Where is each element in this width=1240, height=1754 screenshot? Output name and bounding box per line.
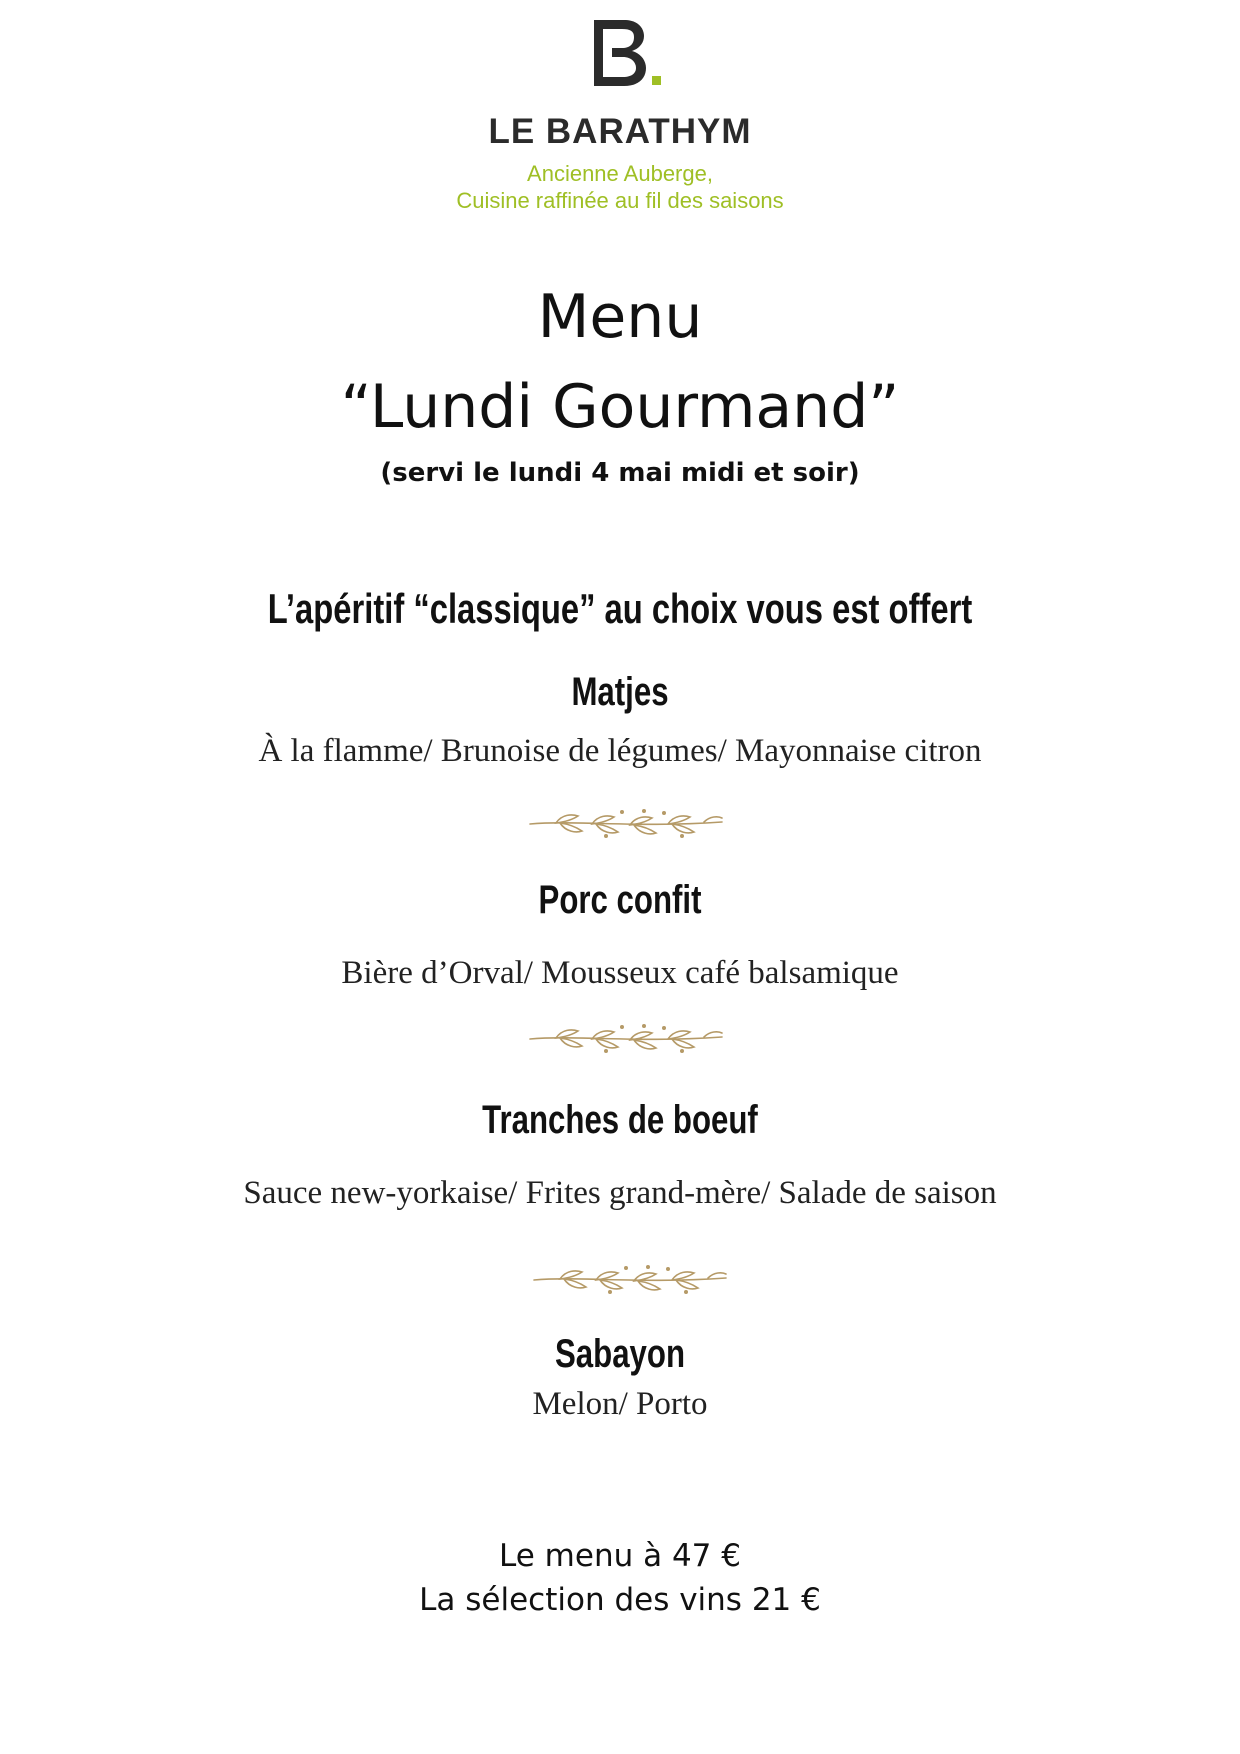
brand-name: LE BARATHYM bbox=[488, 112, 752, 151]
laurel-divider-icon bbox=[526, 806, 726, 840]
course-name: Tranches de boeuf bbox=[482, 1098, 758, 1142]
menu-title: Menu bbox=[537, 282, 703, 352]
laurel-divider-icon bbox=[530, 1262, 730, 1296]
tagline-line1: Ancienne Auberge, bbox=[527, 161, 713, 186]
course-description: Sauce new-yorkaise/ Frites grand-mère/ Salade de saison bbox=[243, 1175, 997, 1211]
course-name: Sabayon bbox=[554, 1332, 686, 1376]
barathym-logo bbox=[588, 18, 668, 90]
aperitif-heading: L’apéritif “classique” au choix vous est offert bbox=[267, 585, 973, 632]
tagline-line2: Cuisine raffinée au fil des saisons bbox=[456, 188, 784, 213]
course-name: Porc confit bbox=[538, 878, 702, 922]
course-description: Bière d’Orval/ Mousseux café balsamique bbox=[341, 955, 899, 991]
logo-dot-icon bbox=[652, 76, 661, 85]
serving-note: (servi le lundi 4 mai midi et soir) bbox=[380, 458, 860, 488]
course-name: Matjes bbox=[571, 670, 669, 714]
course-description: Melon/ Porto bbox=[532, 1386, 708, 1422]
laurel-divider-icon bbox=[526, 1021, 726, 1055]
menu-price: Le menu à 47 € bbox=[499, 1538, 741, 1574]
course-description: À la flamme/ Brunoise de légumes/ Mayonnaise citron bbox=[258, 733, 982, 769]
wine-price: La sélection des vins 21 € bbox=[419, 1582, 821, 1618]
menu-name: “Lundi Gourmand” bbox=[340, 372, 900, 442]
